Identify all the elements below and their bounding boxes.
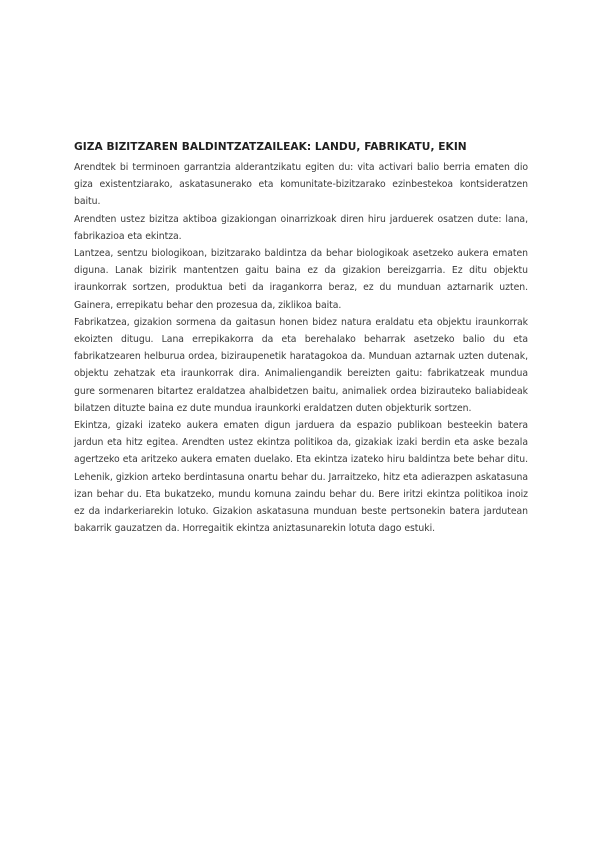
document-page <box>74 140 528 537</box>
paragraph-intro: Arendtek bi terminoen garrantzia alderantzikatu egiten du: vita activari balio berria ematen dio giza existentziarako, askatasunerako eta komunitate-bizitzarako ezinbestekoa kontsideratzen baitu. <box>74 162 528 208</box>
paragraph-labor: Lantzea, sentzu biologikoan, bizitzarako baldintza da behar biologikoak asetzeko aukera ematen diguna. Lanak bizirik mantentzen gaitu baina ez da gizakion bereizgarria. Ez ditu objektu iraunkorrak sortzen, produktua beti da iragankorra beraz, ez du munduan aztarnarik uzten. Gainera, errepikatu behar den prozesua da, ziklikoa baita. <box>74 248 528 311</box>
paragraph-work: Fabrikatzea, gizakion sormena da gaitasun honen bidez natura eraldatu eta objektu iraunkorrak ekoizten ditugu. Lana errepikakorra da eta berehalako beharrak asetzeko balio du eta fabrikatzearen helburua ordea, biziraupenetik haratagokoa da. Munduan aztarnak uzten dutenak, objektu zehatzak eta iraunkorrak dira. Animaliengandik bereizten gaitu: fabrikatzeak mundua gure sormenaren bitartez eraldatzea ahalbidetzen baitu, animaliek ordea bizirauteko baliabideak bilatzen dituzte baina ez dute mundua iraunkorki eraldatzen duten objekturik sortzen. <box>74 316 528 414</box>
paragraph-activities: Arendten ustez bizitza aktiboa gizakiongan oinarrizkoak diren hiru jarduerek osatzen dute: lana, fabrikazioa eta ekintza. <box>74 213 528 242</box>
document-title: GIZA BIZITZAREN BALDINTZATZAILEAK: LANDU, FABRIKATU, EKIN <box>74 141 467 153</box>
paragraph-action: Ekintza, gizaki izateko aukera ematen digun jarduera da espazio publikoan besteekin batera jardun eta hitz egitea. Arendten ustez ekintza politikoa da, gizakiak izaki berdin eta aske bezala agertzeko eta aritzeko aukera ematen duelako. Eta ekintza izateko hiru baldintza bete behar ditu. Lehenik, gizkion arteko berdintasuna onartu behar du. Jarraitzeko, hitz eta adierazpen askatasuna izan behar du. Eta bukatzeko, mundu komuna zaindu behar du. Bere iritzi ekintza politikoa inoiz ez da indarkeriarekin lotuko. Gizakion askatasuna munduan beste pertsonekin batera jardutean bakarrik gauzatzen da. Horregaitik ekintza aniztasunarekin lotuta dago estuki. <box>74 420 528 535</box>
